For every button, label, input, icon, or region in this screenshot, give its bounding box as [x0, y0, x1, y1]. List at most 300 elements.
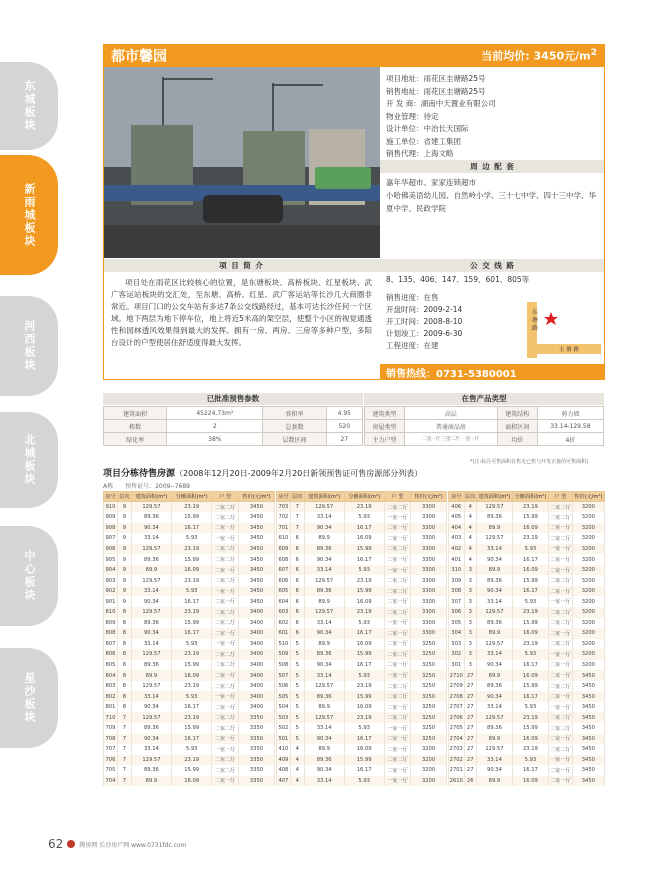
table-cell: 16.17	[344, 628, 384, 639]
table-cell: 8	[117, 639, 131, 650]
table-cell: 27	[464, 723, 476, 734]
table-cell: 二室一厅	[384, 639, 410, 650]
table-cell: 910	[104, 502, 118, 513]
table-cell: 9	[117, 586, 131, 597]
table-cell: 4	[290, 776, 304, 787]
table-row	[104, 523, 275, 534]
table-cell: 90.34	[476, 691, 512, 702]
table-cell: 15.99	[512, 723, 548, 734]
column-header: 房号	[277, 492, 291, 502]
table-cell: 401	[449, 554, 465, 565]
table-row	[104, 702, 275, 713]
table-cell: 6	[290, 565, 304, 576]
table-cell: 3	[464, 660, 476, 671]
page-number: 62	[48, 837, 64, 851]
table-cell: 129.57	[131, 712, 171, 723]
table-cell: 16.09	[172, 776, 212, 787]
table-row	[449, 628, 605, 639]
table-row	[104, 575, 275, 586]
table-cell: 33.14	[304, 512, 344, 523]
table-cell: 6	[290, 586, 304, 597]
table-cell: 3450	[238, 565, 274, 576]
listing-table-2	[276, 491, 447, 786]
table-cell: 309	[449, 575, 465, 586]
table-cell: 二室一厅	[384, 744, 410, 755]
table-cell: 90.34	[131, 628, 171, 639]
project-info	[380, 67, 605, 160]
table-cell: 5.93	[344, 723, 384, 734]
table-cell: 3	[464, 565, 476, 576]
table-cell: 305	[449, 618, 465, 629]
table-cell: 3300	[411, 523, 447, 534]
table-cell: 2707	[449, 702, 465, 713]
table-row	[449, 502, 605, 513]
table-cell: 33.14	[304, 618, 344, 629]
table-cell: 89.36	[476, 723, 512, 734]
table-cell: 3250	[411, 681, 447, 692]
table-cell: 二室一厅	[384, 765, 410, 776]
table-cell: 16.17	[512, 660, 548, 671]
table-cell: 807	[104, 639, 118, 650]
table-cell: 15.99	[344, 586, 384, 597]
table-cell: 3200	[572, 628, 604, 639]
table-cell: 一室一厅	[212, 744, 239, 755]
table-cell: 406	[449, 502, 465, 513]
table-cell: 4	[290, 755, 304, 766]
table-cell: 703	[277, 502, 291, 513]
table-cell: 二室一厅	[548, 565, 572, 576]
info-developer: 开 发 商：湖南中天置业有限公司	[386, 99, 496, 108]
table-cell: 二室一厅	[212, 734, 239, 745]
column-header: 售价(元/m²)	[411, 492, 447, 502]
table-cell: 二室二厅	[548, 744, 572, 755]
table-cell: 二室一厅	[384, 523, 410, 534]
road-horizontal-label: 圭 塘 路	[559, 347, 579, 353]
table-cell: 二室二厅	[212, 765, 239, 776]
table-cell: 510	[277, 639, 291, 650]
table-cell: 16.17	[172, 523, 212, 534]
table-cell: 5.93	[344, 776, 384, 787]
table-cell: 16.17	[172, 596, 212, 607]
table-cell: 4	[464, 523, 476, 534]
table-cell: 3450	[572, 776, 604, 787]
table-row	[449, 533, 605, 544]
average-price: 当前均价: 3450元$/m^2$	[481, 47, 597, 63]
table-cell: 16.17	[512, 691, 548, 702]
table-cell: 903	[104, 575, 118, 586]
listing-table-1	[103, 491, 275, 786]
table-cell: 308	[449, 586, 465, 597]
table-cell: 二室一厅	[212, 565, 239, 576]
table-cell: 二室二厅	[548, 502, 572, 513]
table-cell: 16.17	[512, 586, 548, 597]
table-cell: 89.36	[131, 554, 171, 565]
side-tab-hexi[interactable]: 河西板块	[0, 296, 58, 396]
table-header-row	[104, 492, 275, 502]
table-cell: 89.9	[304, 596, 344, 607]
table-cell: 23.19	[512, 712, 548, 723]
table-cell: 3200	[572, 607, 604, 618]
table-cell: 16.09	[512, 565, 548, 576]
table-cell: 3350	[238, 734, 274, 745]
table-row	[104, 660, 275, 671]
table-cell: 3450	[238, 586, 274, 597]
table-cell: 89.36	[304, 586, 344, 597]
location-map	[525, 296, 603, 362]
table-cell: 3	[464, 628, 476, 639]
table-cell: 805	[104, 660, 118, 671]
table-cell: 90.34	[131, 734, 171, 745]
table-row	[449, 596, 605, 607]
table-cell: 3300	[411, 544, 447, 555]
table-cell: 23.19	[172, 575, 212, 586]
table-cell: 15.99	[512, 618, 548, 629]
table-cell: 3450	[238, 596, 274, 607]
table-row: 建筑面积 45224.73m² 容积率 4.95	[104, 407, 363, 420]
table-cell: 8	[117, 681, 131, 692]
table-cell: 3300	[411, 533, 447, 544]
table-cell: 二室二厅	[212, 681, 239, 692]
table-cell: 16.09	[512, 734, 548, 745]
table-cell: 27	[464, 744, 476, 755]
table-row	[277, 586, 447, 597]
column-header: 层次	[117, 492, 131, 502]
table-cell: 90.34	[131, 596, 171, 607]
side-tab-xinyucheng[interactable]: 新雨城板块	[0, 155, 58, 275]
column-header: 房号	[449, 492, 465, 502]
table-cell: 9	[117, 523, 131, 534]
table-cell: 89.9	[476, 628, 512, 639]
table-cell: 606	[277, 575, 291, 586]
table-cell: 一室一厅	[548, 755, 572, 766]
table-cell: 2705	[449, 723, 465, 734]
table-cell: 3450	[572, 744, 604, 755]
table-cell: 3350	[238, 755, 274, 766]
table-cell: 33.14	[304, 565, 344, 576]
table-cell: 二室一厅	[212, 702, 239, 713]
table-row: 栋数 2 总套数 520	[104, 420, 363, 433]
table-cell: 89.9	[304, 744, 344, 755]
table-cell: 8	[117, 618, 131, 629]
table-cell: 3450	[238, 554, 274, 565]
table-row	[449, 544, 605, 555]
column-header: 房号	[104, 492, 118, 502]
table-cell: 27	[464, 765, 476, 776]
table-row	[104, 607, 275, 618]
table-cell: 27	[464, 712, 476, 723]
table-cell: 5	[290, 660, 304, 671]
table-cell: 4	[464, 502, 476, 513]
table-row	[104, 533, 275, 544]
table-cell: 16.09	[344, 533, 384, 544]
table-cell: 二室二厅	[384, 502, 410, 513]
table-cell: 2710	[449, 670, 465, 681]
table-cell: 5	[290, 681, 304, 692]
table-row	[449, 649, 605, 660]
table-cell: 89.9	[131, 670, 171, 681]
table-cell: 5.93	[512, 702, 548, 713]
table-row	[277, 744, 447, 755]
table-cell: 16.17	[172, 702, 212, 713]
table-cell: 5.93	[172, 533, 212, 544]
table-cell: 3350	[238, 723, 274, 734]
table-row	[104, 565, 275, 576]
table-cell: 5	[290, 639, 304, 650]
table-cell: 3200	[572, 533, 604, 544]
side-tab-xingsha[interactable]: 星沙板块	[0, 648, 58, 748]
table-cell: 702	[277, 512, 291, 523]
table-cell: 89.36	[131, 660, 171, 671]
table-cell: 5.93	[344, 512, 384, 523]
table-cell: 6	[290, 596, 304, 607]
table-cell: 二室二厅	[384, 712, 410, 723]
table-cell: 7	[290, 523, 304, 534]
table-cell: 3300	[411, 512, 447, 523]
table-row	[277, 734, 447, 745]
table-cell: 15.99	[172, 618, 212, 629]
table-cell: 90.34	[304, 523, 344, 534]
table-cell: 33.14	[476, 702, 512, 713]
table-cell: 二室二厅	[548, 723, 572, 734]
table-cell: 709	[104, 723, 118, 734]
table-cell: 23.19	[512, 502, 548, 513]
column-header: 售价(元/m²)	[238, 492, 274, 502]
table-cell: 3300	[411, 596, 447, 607]
table-cell: 3250	[411, 639, 447, 650]
nearby-facilities: 嘉年华超市、家家连锁超市 小哈佛美语幼儿园、自然岭小学、三十七中学、四十三中学、华夏中学、民政学院	[386, 178, 596, 213]
table-cell: 3400	[238, 670, 274, 681]
table-cell: 3400	[238, 607, 274, 618]
table-cell: 5.93	[512, 649, 548, 660]
table-row	[449, 734, 605, 745]
table-cell: 505	[277, 691, 291, 702]
table-cell: 129.57	[304, 607, 344, 618]
table-cell: 89.36	[304, 691, 344, 702]
table-cell: 16.09	[512, 670, 548, 681]
table-cell: 90.34	[476, 765, 512, 776]
table-cell: 3200	[411, 765, 447, 776]
table-cell: 3250	[411, 660, 447, 671]
table-cell: 3200	[572, 660, 604, 671]
table-cell: 129.57	[131, 544, 171, 555]
table-row	[104, 755, 275, 766]
column-header: 户 型	[384, 492, 410, 502]
column-header: 建筑面积(m²)	[304, 492, 344, 502]
table-row	[449, 723, 605, 734]
table-cell: 407	[277, 776, 291, 787]
table-cell: 二室二厅	[384, 649, 410, 660]
table-row	[277, 544, 447, 555]
table-cell: 607	[277, 565, 291, 576]
table-cell: 一室一厅	[548, 649, 572, 660]
table-cell: 3200	[411, 755, 447, 766]
table-cell: 3250	[411, 712, 447, 723]
table-cell: 804	[104, 670, 118, 681]
params-table	[103, 406, 363, 446]
table-cell: 705	[104, 765, 118, 776]
table-row	[449, 660, 605, 671]
table-row	[449, 712, 605, 723]
table-row	[277, 681, 447, 692]
table-cell: 5	[290, 712, 304, 723]
table-cell: 二室一厅	[548, 628, 572, 639]
table-cell: 5.93	[512, 544, 548, 555]
table-cell: 89.9	[476, 565, 512, 576]
table-cell: 129.57	[476, 744, 512, 755]
table-cell: 509	[277, 649, 291, 660]
column-header: 层次	[290, 492, 304, 502]
table-cell: 16.17	[344, 660, 384, 671]
table-cell: 15.99	[172, 512, 212, 523]
table-cell: 15.99	[344, 691, 384, 702]
table-cell: 601	[277, 628, 291, 639]
table-cell: 33.14	[476, 596, 512, 607]
info-designer: 设计单位：中冶长天国际	[386, 124, 469, 133]
table-cell: 8	[117, 670, 131, 681]
table-row	[104, 734, 275, 745]
table-cell: 3400	[238, 702, 274, 713]
table-row	[104, 712, 275, 723]
table-cell: 302	[449, 649, 465, 660]
table-cell: 7	[117, 712, 131, 723]
table-cell: 33.14	[304, 776, 344, 787]
table-cell: 810	[104, 607, 118, 618]
table-row	[277, 565, 447, 576]
table-cell: 3300	[411, 575, 447, 586]
table-cell: 二室一厅	[212, 776, 239, 787]
side-tab-beicheng[interactable]: 北城板块	[0, 412, 58, 508]
table-cell: 90.34	[476, 586, 512, 597]
column-header: 分摊面积(m²)	[172, 492, 212, 502]
table-cell: 5	[290, 734, 304, 745]
table-cell: 605	[277, 586, 291, 597]
side-tab-dongcheng[interactable]: 东城板块	[0, 62, 58, 150]
table-cell: 4	[290, 765, 304, 776]
table-row	[104, 628, 275, 639]
table-cell: 89.36	[476, 575, 512, 586]
table-cell: 9	[117, 596, 131, 607]
table-cell: 89.36	[131, 765, 171, 776]
table-cell: 二室二厅	[212, 755, 239, 766]
table-cell: 3450	[238, 502, 274, 513]
table-cell: 27	[464, 681, 476, 692]
table-cell: 5.93	[344, 618, 384, 629]
table-cell: 23.19	[344, 712, 384, 723]
table-row	[104, 649, 275, 660]
table-cell: 89.36	[131, 618, 171, 629]
table-row: 建筑类型 高层 建筑结构 剪力墙	[365, 407, 604, 420]
table-cell: 6	[290, 618, 304, 629]
sales-hotline: 销售热线：0731-5380001	[380, 364, 605, 380]
project-photo	[103, 67, 380, 258]
table-row	[277, 575, 447, 586]
table-cell: 4	[464, 533, 476, 544]
table-row	[449, 776, 605, 787]
table-row	[277, 755, 447, 766]
table-cell: 704	[104, 776, 118, 787]
table-row	[449, 691, 605, 702]
table-cell: 二室一厅	[384, 554, 410, 565]
table-cell: 902	[104, 586, 118, 597]
table-cell: 609	[277, 544, 291, 555]
table-row	[277, 618, 447, 629]
table-cell: 89.36	[131, 512, 171, 523]
table-row	[449, 639, 605, 650]
page-footer	[48, 837, 186, 851]
table-cell: 129.57	[131, 575, 171, 586]
table-cell: 二室一厅	[548, 776, 572, 787]
table-cell: 6	[290, 533, 304, 544]
table-cell: 7	[117, 776, 131, 787]
table-cell: 二室二厅	[548, 639, 572, 650]
table-cell: 二室一厅	[548, 660, 572, 671]
table-cell: 5	[290, 691, 304, 702]
table-cell: 5	[290, 702, 304, 713]
table-row	[449, 744, 605, 755]
table-cell: 2703	[449, 744, 465, 755]
table-cell: 3200	[572, 554, 604, 565]
table-cell: 33.14	[476, 649, 512, 660]
table-cell: 16.17	[344, 765, 384, 776]
table-cell: 304	[449, 628, 465, 639]
table-cell: 27	[464, 691, 476, 702]
table-cell: 89.9	[476, 734, 512, 745]
table-row	[277, 660, 447, 671]
table-cell: 二室二厅	[212, 607, 239, 618]
table-cell: 9	[117, 512, 131, 523]
table-cell: 二室二厅	[212, 649, 239, 660]
table-cell: 23.19	[344, 681, 384, 692]
table-row	[104, 544, 275, 555]
table-row	[277, 523, 447, 534]
table-row	[449, 765, 605, 776]
table-cell: 3350	[238, 776, 274, 787]
column-header: 户 型	[548, 492, 572, 502]
table-cell: 3200	[572, 586, 604, 597]
table-cell: 7	[117, 755, 131, 766]
table-cell: 3450	[238, 544, 274, 555]
table-cell: 6	[290, 607, 304, 618]
table-cell: 3	[464, 575, 476, 586]
table-cell: 一室一厅	[212, 691, 239, 702]
table-cell: 二室二厅	[548, 533, 572, 544]
table-cell: 9	[117, 544, 131, 555]
table-cell: 3200	[572, 544, 604, 555]
table-cell: 一室一厅	[384, 670, 410, 681]
table-cell: 303	[449, 639, 465, 650]
table-row	[104, 502, 275, 513]
table-cell: 二室二厅	[212, 502, 239, 513]
table-cell: 707	[104, 744, 118, 755]
table-cell: 90.34	[304, 628, 344, 639]
table-cell: 4	[290, 744, 304, 755]
table-cell: 701	[277, 523, 291, 534]
table-cell: 7	[117, 744, 131, 755]
table-cell: 23.19	[172, 755, 212, 766]
table-row	[104, 586, 275, 597]
side-tab-zhongxin[interactable]: 中心板块	[0, 526, 58, 626]
table-cell: 90.34	[304, 660, 344, 671]
table-cell: 二室二厅	[548, 607, 572, 618]
table-cell: 129.57	[131, 607, 171, 618]
table-cell: 129.57	[476, 712, 512, 723]
table-cell: 33.14	[131, 586, 171, 597]
table-cell: 3250	[411, 723, 447, 734]
table-cell: 5	[290, 670, 304, 681]
table-cell: 33.14	[476, 544, 512, 555]
table-row	[104, 512, 275, 523]
table-cell: 8	[117, 649, 131, 660]
